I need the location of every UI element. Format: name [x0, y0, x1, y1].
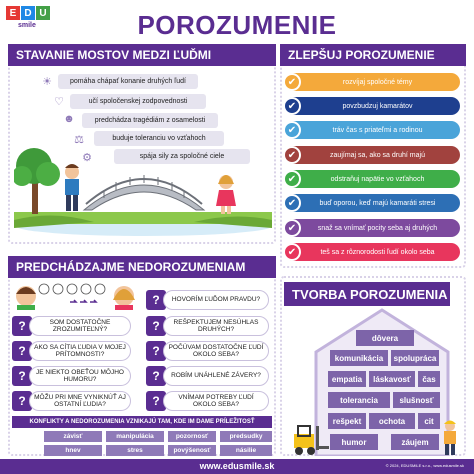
- faces-illustration: [12, 280, 140, 310]
- footer-url[interactable]: www.edusmile.sk: [199, 461, 275, 471]
- bridge-item-5: spája sily za spoločné ciele: [114, 149, 250, 164]
- house-block-11: cit: [418, 413, 440, 429]
- bridge-item-1: pomáha chápať konanie druhých ľudí: [58, 74, 198, 89]
- footer: [0, 459, 474, 474]
- improve-item-4: ✔ zaujímaj sa, ako sa druhí majú: [284, 146, 460, 164]
- question-mark-icon: ?: [12, 391, 32, 411]
- check-icon: ✔: [283, 219, 301, 237]
- question-right-5: ? VNÍMAM POTREBY ĽUDÍ OKOLO SEBA?: [146, 391, 269, 411]
- check-icon: ✔: [283, 194, 301, 212]
- check-icon: ✔: [283, 146, 301, 164]
- footer-copyright: © 2024, EDUSMILE s.r.o., www.edusmile.sk: [385, 463, 464, 468]
- improve-item-1: ✔ rozvíjaj spoločné témy: [284, 73, 460, 91]
- bridge-illustration: [14, 140, 272, 240]
- question-right-1: ? HOVORÍM ĽUĎOM PRAVDU?: [146, 290, 269, 310]
- improve-item-7: ✔ snaž sa vnímať pocity seba aj druhých: [284, 219, 460, 237]
- question-mark-icon: ?: [146, 366, 166, 386]
- improve-item-8: ✔ teš sa z rôznorodosti ľudí okolo seba: [284, 243, 460, 261]
- house-block-3: spolupráca: [391, 350, 439, 366]
- house-block-7: tolerancia: [328, 392, 390, 408]
- house-block-8: slušnosť: [393, 392, 440, 408]
- scales-icon: ⚖: [74, 133, 84, 146]
- improve-item-3: ✔ tráv čas s priateľmi a rodinou: [284, 121, 460, 139]
- conflict-tag-3: pozornosť: [168, 431, 216, 442]
- house-block-9: rešpekt: [328, 413, 366, 429]
- bridge-item-4: buduje toleranciu vo vzťahoch: [94, 131, 224, 146]
- conflict-tag-6: stres: [106, 445, 164, 456]
- conflict-tag-1: závisť: [44, 431, 102, 442]
- house-block-10: ochota: [369, 413, 415, 429]
- conflict-tag-4: predsudky: [220, 431, 272, 442]
- conflicts-banner: KONFLIKTY A NEDOROZUMENIA VZNIKAJÚ TAM, KDE IM DAME PRÍLEŽITOSŤ: [12, 416, 272, 428]
- question-mark-icon: ?: [146, 316, 166, 336]
- check-icon: ✔: [283, 170, 301, 188]
- question-right-4: ? ROBÍM UNÁHLENÉ ZÁVERY?: [146, 366, 269, 386]
- bridge-heading: STAVANIE MOSTOV MEDZI ĽUĎMI: [8, 44, 276, 66]
- gears-icon: ⚙: [82, 151, 92, 164]
- conflict-tag-7: povýšenosť: [168, 445, 216, 456]
- question-mark-icon: ?: [12, 366, 32, 386]
- question-left-3: ? JE NIEKTO OBEŤOU MÔJHO HUMORU?: [12, 366, 131, 386]
- house-block-2: komunikácia: [330, 350, 388, 366]
- conflict-tag-2: manipulácia: [106, 431, 164, 442]
- heart-hands-icon: ♡: [54, 95, 64, 108]
- improve-item-2: ✔ povzbudzuj kamarátov: [284, 97, 460, 115]
- question-left-2: ? AKO SA CÍTIA ĽUDIA V MOJEJ PRÍTOMNOSTI?: [12, 341, 131, 361]
- bridge-item-2: učí spoločenskej zodpovednosti: [70, 94, 206, 109]
- improve-heading: ZLEPŠUJ POROZUMENIE: [280, 44, 466, 66]
- improve-item-6: ✔ buď oporou, keď majú kamaráti stresi: [284, 194, 460, 212]
- bridge-item-3: predchádza tragédiám z osamelosti: [82, 113, 218, 128]
- house-block-12: humor: [330, 434, 378, 450]
- question-mark-icon: ?: [146, 341, 166, 361]
- check-icon: ✔: [283, 121, 301, 139]
- logo-letter-e: E: [6, 6, 20, 20]
- question-left-1: ? SOM DOSTATOČNE ZROZUMITEĽNÝ?: [12, 316, 131, 336]
- house-block-13: záujem: [391, 434, 439, 450]
- logo-sub: smile: [18, 22, 36, 29]
- question-right-2: ? REŠPEKTUJEM NESÚHLAS DRUHÝCH?: [146, 316, 269, 336]
- house-block-4: empatia: [328, 371, 366, 387]
- person-icon: ☻: [63, 113, 75, 125]
- house-block-6: čas: [418, 371, 440, 387]
- question-mark-icon: ?: [12, 316, 32, 336]
- conflict-tag-8: násilie: [220, 445, 272, 456]
- check-icon: ✔: [283, 243, 301, 261]
- question-mark-icon: ?: [146, 391, 166, 411]
- conflict-tag-5: hnev: [44, 445, 102, 456]
- check-icon: ✔: [283, 97, 301, 115]
- house-block-5: láskavosť: [369, 371, 415, 387]
- question-mark-icon: ?: [146, 290, 166, 310]
- page-title: POROZUMENIE: [137, 10, 337, 40]
- worker-icon: [440, 418, 460, 456]
- question-mark-icon: ?: [12, 341, 32, 361]
- question-right-3: ? POČÚVAM DOSTATOČNE ĽUDÍ OKOLO SEBA?: [146, 341, 269, 361]
- house-block-1: dôvera: [356, 330, 414, 346]
- prevent-heading: PREDCHÁDZAJME NEDOROZUMENIAM: [8, 256, 276, 278]
- logo-letter-u: U: [36, 6, 50, 20]
- sun-icon: ☀: [42, 75, 52, 88]
- check-icon: ✔: [283, 73, 301, 91]
- question-left-4: ? MÔŽU PRI MNE VYNIKNÚŤ AJ OSTATNÍ ĽUDIA?: [12, 391, 131, 411]
- forklift-icon: [286, 424, 330, 456]
- logo-letter-d: D: [21, 6, 35, 20]
- build-heading: TVORBA POROZUMENIA: [284, 282, 450, 306]
- improve-item-5: ✔ odstraňuj napätie vo vzťahoch: [284, 170, 460, 188]
